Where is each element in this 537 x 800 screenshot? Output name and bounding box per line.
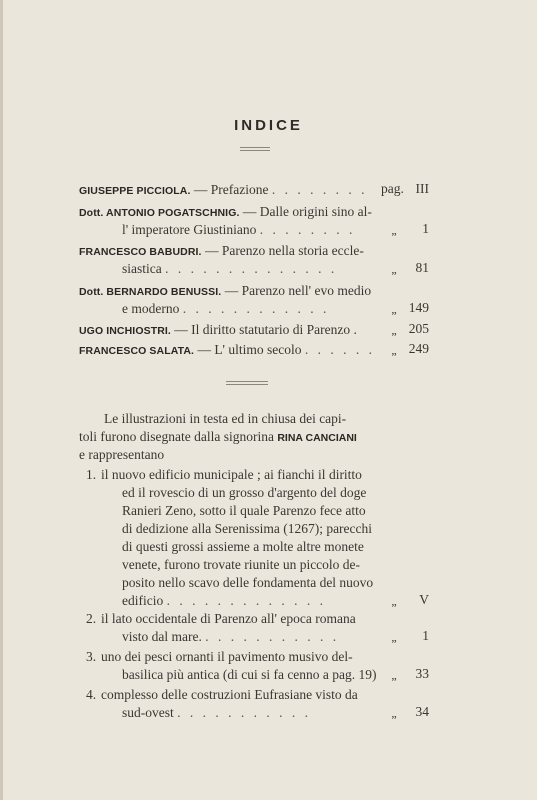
toc-entry <box>79 341 375 360</box>
section-rule <box>226 381 268 385</box>
illustration-number: 4. <box>86 687 97 702</box>
toc-author: FRANCESCO SALATA. <box>79 345 195 357</box>
toc-text: — Parenzo nell' evo medio <box>224 283 372 298</box>
illustration-page-number: 33 <box>415 666 429 681</box>
leader-dots: . . . . . . <box>304 342 375 357</box>
illustration-text: complesso delle costruzioni Eufrasiane visto da <box>101 687 358 702</box>
page-title: INDICE <box>234 117 303 134</box>
toc-text: l' imperatore Giustiniano <box>122 222 257 237</box>
leader-dots: . . . . . . . . . . . <box>177 705 311 720</box>
leader-dots: . . . . . . . . . . . <box>205 629 340 644</box>
toc-text: siastica <box>122 261 162 276</box>
toc-author: UGO INCHIOSTRI. <box>79 325 171 337</box>
toc-page-number: 81 <box>415 260 429 275</box>
toc-entry-cont <box>122 300 329 318</box>
illustration-number: 3. <box>86 649 97 664</box>
toc-text: e moderno <box>122 301 180 316</box>
leader-dots: . . . . . . . . . . . . . <box>166 593 326 608</box>
toc-text: — Parenzo nella storia eccle- <box>204 243 364 258</box>
illustration-text: uno dei pesci ornanti il pavimento musivo del- <box>101 649 353 664</box>
leader-dots: . . . . . . . . . . . . . . <box>165 261 338 276</box>
illustration-text-last: sud-ovest <box>122 705 174 720</box>
toc-entry-cont <box>122 221 355 239</box>
toc-text: — Dalle origini sino al- <box>242 204 372 219</box>
toc-pag-label: pag. <box>381 181 404 196</box>
illustration-number: 1. <box>86 467 97 482</box>
illustration-text: ed il rovescio di un grosso d'argento del doge <box>122 485 367 500</box>
illustration-text: il lato occidentale di Parenzo all' epoca romana <box>101 611 356 626</box>
illustration-text-last: edificio <box>122 593 164 608</box>
toc-text: — L' ultimo secolo <box>197 342 302 357</box>
toc-text: — Prefazione <box>193 182 269 197</box>
toc-entry-cont <box>122 260 337 278</box>
ditto-mark: „ <box>391 630 397 644</box>
toc-page-number: 1 <box>422 221 429 236</box>
leader-dots: . . . . . . . . . . . . <box>182 301 330 316</box>
toc-entry <box>79 181 367 200</box>
illustrator-name: RINA CANCIANI <box>277 432 357 444</box>
toc-text: — Il diritto statutario di Parenzo . <box>174 322 357 337</box>
illustration-text <box>122 592 326 610</box>
illustration-text <box>122 704 311 722</box>
toc-author: Dott. ANTONIO POGATSCHNIG. <box>79 207 240 219</box>
toc-author: FRANCESCO BABUDRI. <box>79 246 202 258</box>
toc-entry <box>79 203 372 222</box>
illustration-text: posito nello scavo delle fondamenta del nuovo <box>122 575 374 590</box>
intro-line: e rappresentano <box>79 447 165 462</box>
illustration-text <box>122 628 339 646</box>
ditto-mark: „ <box>391 343 397 357</box>
toc-page-number: 205 <box>408 321 429 336</box>
toc-entry <box>79 282 371 301</box>
illustration-page-number: V <box>419 592 429 607</box>
leader-dots: . . . . . . . . <box>271 182 368 197</box>
illustration-text: basilica più antica (di cui si fa cenno a pag. 19) <box>122 667 377 682</box>
ditto-mark: „ <box>391 302 397 316</box>
illustration-page-number: 34 <box>415 704 429 719</box>
toc-author: Dott. BERNARDO BENUSSI. <box>79 286 222 298</box>
illustration-text: di questi grossi assieme a molte altre monete <box>122 539 364 554</box>
toc-author: GIUSEPPE PICCIOLA. <box>79 185 191 197</box>
toc-page-number: 149 <box>408 300 429 315</box>
ditto-mark: „ <box>391 323 397 337</box>
illustration-text: il nuovo edificio municipale ; ai fianchi il diritto <box>101 467 362 482</box>
intro-line <box>79 428 357 447</box>
illustration-number: 2. <box>86 611 97 626</box>
title-rule <box>240 147 270 151</box>
illustration-text: Ranieri Zeno, sotto il quale Parenzo fece atto <box>122 503 366 518</box>
illustration-text: di dedizione alla Serenissima (1267); parecchi <box>122 521 373 536</box>
intro-line: Le illustrazioni in testa ed in chiusa dei capi- <box>104 411 347 426</box>
illustration-text: venete, furono trovate riunite un piccolo de- <box>122 557 361 572</box>
ditto-mark: „ <box>391 223 397 237</box>
ditto-mark: „ <box>391 668 397 682</box>
ditto-mark: „ <box>391 594 397 608</box>
toc-entry <box>79 242 364 261</box>
intro-text: toli furono disegnate dalla signorina <box>79 429 274 444</box>
illustration-text-last: visto dal mare. <box>122 629 202 644</box>
illustration-page-number: 1 <box>422 628 429 643</box>
toc-page-number: 249 <box>408 341 429 356</box>
ditto-mark: „ <box>391 706 397 720</box>
ditto-mark: „ <box>391 262 397 276</box>
toc-page-number: III <box>415 181 429 196</box>
toc-entry <box>79 321 357 340</box>
leader-dots: . . . . . . . . <box>259 222 356 237</box>
